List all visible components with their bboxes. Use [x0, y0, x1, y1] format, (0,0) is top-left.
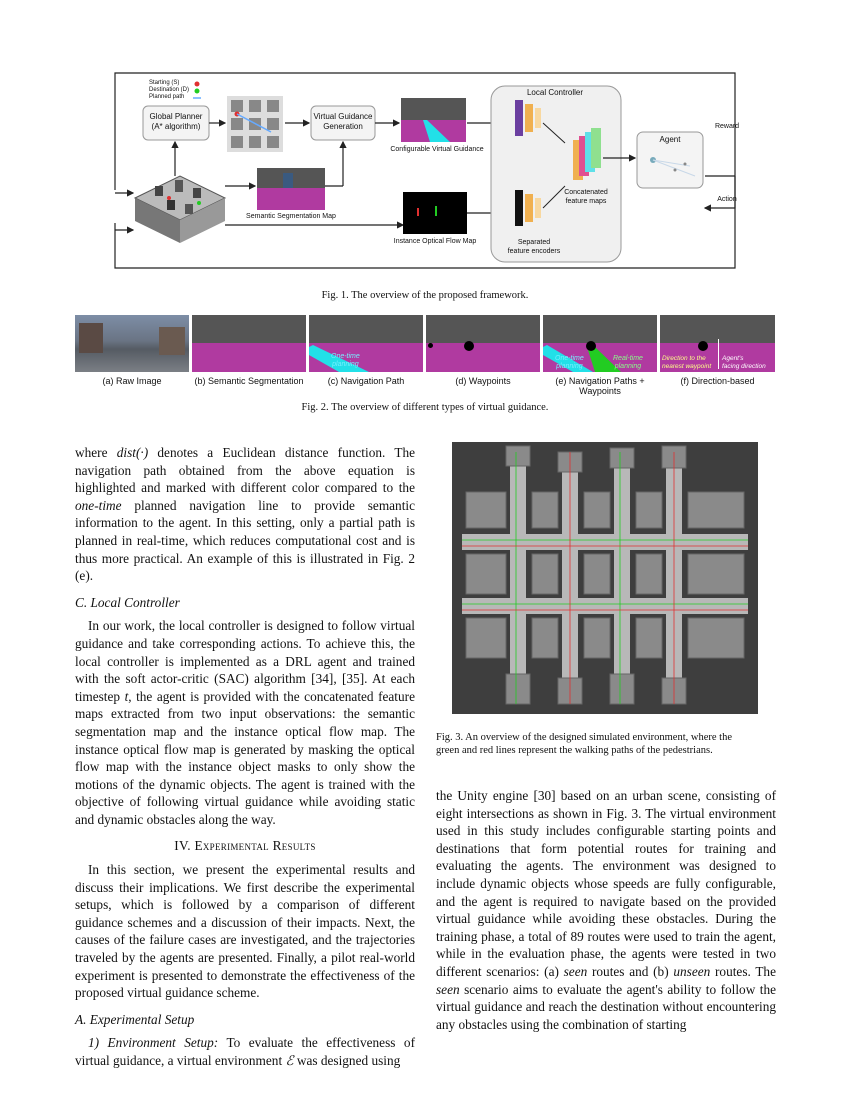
- panel-e-note2: Real-time planning: [613, 355, 643, 370]
- panel-semantic: [192, 315, 306, 372]
- panel-e-label: (e) Navigation Paths + Waypoints: [555, 376, 645, 396]
- panel-f-label: (f) Direction-based: [680, 376, 755, 386]
- separated-label-2: feature encoders: [507, 248, 561, 255]
- fig1-caption: Fig. 1. The overview of the proposed framework.: [321, 290, 529, 301]
- fig3-caption-line1: Fig. 3. An overview of the designed simulated environment, where the: [436, 732, 732, 743]
- panel-a-label: (a) Raw Image: [102, 376, 162, 386]
- section-a-heading: A. Experimental Setup: [75, 1011, 195, 1027]
- optical-flow-label: Instance Optical Flow Map: [393, 238, 477, 245]
- fig2-caption: Fig. 2. The overview of different types of virtual guidance.: [301, 402, 549, 413]
- panel-f-note2: Agent's facing direction: [722, 355, 766, 370]
- paragraph-results-intro: In this section, we present the experimental results and discuss their implications. We first describe the experimental setups, which is followed by a comparison of different guidance schemes and a discussion of their impacts. Next, the causes of the failure cases are investigated, and the trajectories traveled by the agents are presented. Finally, a pilot real-world experiment is presented to demonstrate the effectiveness of the proposed virtual guidance scheme.: [75, 862, 415, 1001]
- vg-generation-box: [311, 112, 375, 132]
- paragraph-local-controller: In our work, the local controller is designed to follow virtual guidance and take corresponding actions. To achieve this, the local controller is implemented as a DRL agent and trained with the soft actor-critic (SAC) algorithm [34], [35]. At each timestep t, the agent is provided with the concatenated feature maps extracted from two input observations: the semantic segmentation map and the instance optical flow map. The instance optical flow map is generated by masking the optical flow map with the instance object masks to only show the motions of the dynamic objects. The agent is trained with the objective of following virtual guidance while avoiding static and dynamic obstacles along the way.: [75, 618, 415, 827]
- panel-waypoints: [426, 315, 540, 372]
- concat-label: [553, 188, 619, 206]
- fig3-caption: [436, 731, 776, 757]
- panel-f-note1: Direction to the nearest waypoint: [662, 355, 712, 370]
- section-c-heading: C. Local Controller: [75, 594, 180, 610]
- topdown-map-image: [227, 96, 283, 152]
- right-column: [436, 787, 776, 1033]
- left-column: [75, 444, 415, 1070]
- action-label: Action: [717, 196, 737, 203]
- reward-label: Reward: [714, 123, 740, 130]
- section-iv-heading: IV. Experimental Results: [174, 838, 316, 854]
- figure-3-image: [452, 442, 758, 714]
- agent-label: Agent: [659, 135, 681, 144]
- semantic-map-image: [257, 168, 325, 210]
- vg-generation-label: Virtual Guidance: [313, 112, 373, 121]
- global-planner-box: [143, 112, 209, 132]
- panel-raw-image: [75, 315, 189, 372]
- local-controller-label: Local Controller: [526, 88, 584, 97]
- panel-e-note1: One-time planning: [555, 355, 584, 370]
- separated-label: [497, 238, 571, 256]
- panel-d-label: (d) Waypoints: [455, 376, 511, 386]
- paragraph-intro: where dist(·) denotes a Euclidean distance function. The navigation path obtained from the above equation is highlighted and marked with different color compared to the one-time planned navigation line to provide semantic information to the agent. In this setting, only a partial path is planned in real-time, which reduces computational cost and is thus more practical. An example of this is illustrated in Fig. 2 (e).: [75, 445, 416, 584]
- paragraph-env-setup: 1) Environment Setup: To evaluate the effectiveness of virtual guidance, a virtual environment ℰ was designed using: [75, 1035, 415, 1068]
- vg-generation-sub: Generation: [323, 122, 363, 131]
- semantic-map-label: Semantic Segmentation Map: [246, 213, 336, 220]
- paragraph-env-continued: the Unity engine [30] based on an urban scene, consisting of eight intersections as shown in Fig. 3. The virtual environment used in this study includes configurable starting points and destinations that form potential routes for training and evaluating the agents. The environment was designed to include dynamic objects whose speeds are fully configurable, and the agent is required to navigate based on the provided virtual guidance while avoiding these obstacles. During the training phase, a total of 89 routes were used to train the agent, while in the evaluation phase, the agents were tested in two different scenarios: (a) seen routes and (b) unseen routes. The seen scenario aims to evaluate the agent's ability to follow the virtual guidance and reach the destination without encountering any obstacles using the combination of starting: [436, 788, 776, 1032]
- legend-starting: Starting (S): [149, 80, 180, 86]
- legend-destination: Destination (D): [149, 87, 190, 93]
- global-planner-label: Global Planner: [149, 112, 203, 121]
- panel-direction: [660, 315, 775, 372]
- panel-c-label: (c) Navigation Path: [327, 376, 405, 386]
- panel-nav-path: [309, 315, 423, 372]
- legend: [149, 80, 189, 101]
- optical-flow-image: [403, 192, 467, 234]
- fig3-caption-line2: green and red lines represent the walking paths of the pedestrians.: [436, 745, 713, 756]
- separated-label-1: Separated: [517, 239, 551, 246]
- panel-c-note: One-time planning: [331, 353, 360, 368]
- panel-b-label: (b) Semantic Segmentation: [194, 376, 304, 386]
- figure-1: [105, 68, 745, 274]
- concat-label-2: feature maps: [565, 198, 607, 205]
- configurable-guidance-image: [401, 98, 466, 142]
- concat-label-1: Concatenated: [564, 189, 608, 196]
- figure-2: [75, 315, 775, 396]
- legend-path: Planned path: [149, 94, 185, 100]
- city-model-image: [135, 176, 225, 243]
- configurable-vg-label: Configurable Virtual Guidance: [390, 146, 484, 153]
- global-planner-sub: (A* algorithm): [151, 122, 201, 131]
- panel-paths-waypoints: [543, 315, 657, 372]
